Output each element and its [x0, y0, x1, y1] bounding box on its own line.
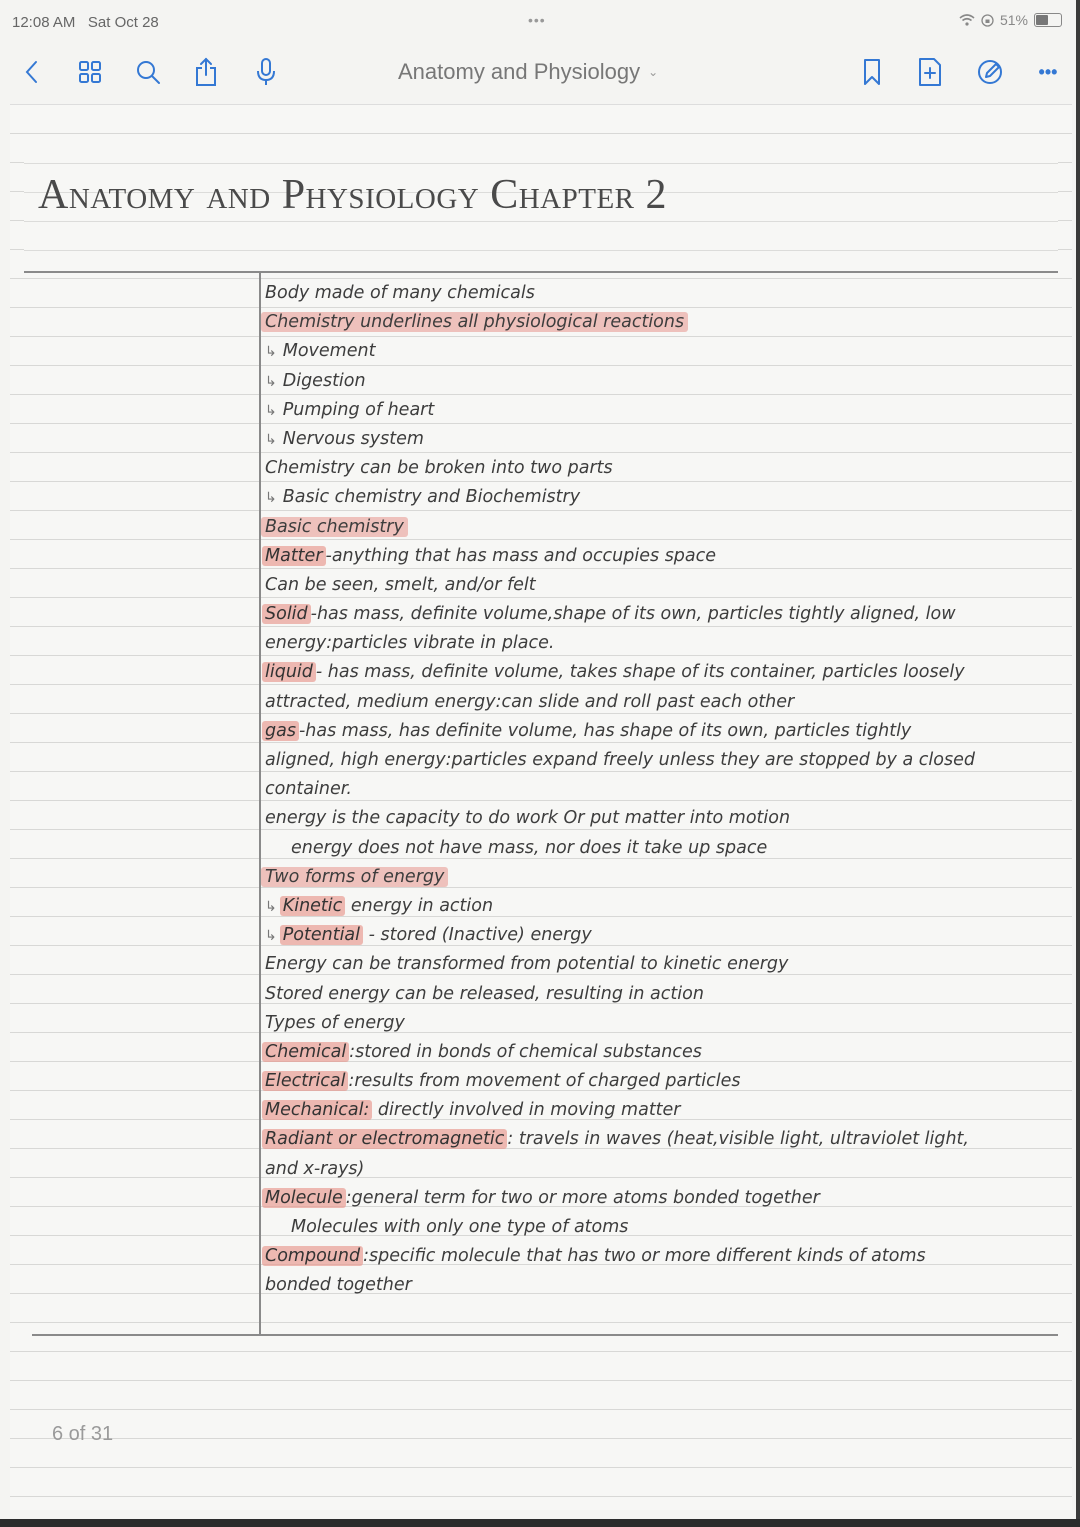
bullet-arrow-icon: ↳ [265, 373, 277, 390]
note-text: :stored in bonds of chemical substances [349, 1041, 702, 1062]
orientation-lock-icon [981, 14, 994, 27]
note-text: container. [265, 779, 352, 800]
battery-icon [1034, 13, 1062, 27]
note-line [265, 1242, 1065, 1271]
note-text: Molecules with only one type of atoms [291, 1217, 629, 1237]
note-line [265, 279, 1065, 308]
page-title: Anatomy and Physiology Chapter 2 [38, 172, 668, 218]
note-line [265, 1067, 1065, 1096]
note-line [265, 1155, 1065, 1184]
note-line [265, 1096, 1065, 1125]
bookmark-icon[interactable] [856, 56, 888, 88]
highlighted-term: gas [262, 721, 299, 741]
add-page-icon[interactable] [914, 56, 946, 88]
note-text: : travels in waves (heat,visible light, ultraviolet light, [507, 1129, 969, 1150]
note-line [265, 1038, 1065, 1067]
page-indicator: 6 of 31 [52, 1423, 114, 1445]
highlighted-term: Potential [280, 925, 363, 945]
note-line [265, 629, 1065, 658]
note-line [265, 396, 1065, 425]
note-text: directly involved in moving matter [372, 1100, 681, 1121]
note-text: -has mass, definite volume,shape of its own, particles tightly aligned, low [310, 604, 956, 625]
note-text: -anything that has mass and occupies space [325, 545, 717, 566]
divider-top [24, 271, 1058, 273]
back-chevron-icon[interactable] [16, 56, 48, 88]
microphone-icon[interactable] [250, 56, 282, 88]
bullet-arrow-icon: ↳ [265, 928, 277, 945]
note-line [265, 746, 1065, 775]
share-icon[interactable] [190, 56, 222, 88]
note-line [265, 804, 1065, 833]
note-line [265, 513, 1065, 542]
note-line [265, 571, 1065, 600]
status-time: 12:08 AM Sat Oct 28 [12, 14, 159, 31]
highlighted-heading: Basic chemistry [261, 517, 408, 537]
notebook-page [10, 104, 1072, 1510]
note-line [265, 1125, 1065, 1154]
note-text: attracted, medium energy:can slide and roll past each other [265, 691, 795, 712]
note-text: aligned, high energy:particles expand freely unless they are stopped by a closed [265, 750, 975, 770]
highlighted-term: Radiant or electromagnetic [262, 1129, 507, 1149]
note-text: Basic chemistry and Biochemistry [282, 487, 581, 508]
highlighted-term: Compound [262, 1246, 363, 1266]
highlighted-term: Mechanical: [262, 1100, 372, 1120]
bullet-arrow-icon: ↳ [265, 402, 277, 419]
notes-body [265, 279, 1065, 1301]
note-line [265, 834, 1065, 863]
note-line [265, 863, 1065, 892]
note-text: energy does not have mass, nor does it take up space [291, 837, 768, 858]
more-options-icon[interactable]: ••• [1038, 61, 1058, 82]
note-line [265, 600, 1065, 629]
note-line [265, 892, 1065, 921]
note-text: - has mass, definite volume, takes shape of its container, particles loosely [315, 662, 965, 683]
note-line [265, 775, 1065, 804]
note-line [265, 308, 1065, 337]
toolbar [0, 46, 1076, 102]
highlighted-term: Chemical [262, 1042, 349, 1062]
highlighted-heading: Two forms of energy [261, 867, 448, 887]
search-icon[interactable] [132, 56, 164, 88]
note-text: Can be seen, smelt, and/or felt [265, 574, 536, 595]
note-line [265, 454, 1065, 483]
note-line [265, 425, 1065, 454]
note-text: energy in action [345, 895, 494, 916]
note-text: Digestion [282, 370, 366, 391]
battery-percent: 51% [999, 12, 1028, 28]
thumbnails-grid-icon[interactable] [74, 56, 106, 88]
note-line [265, 1271, 1065, 1300]
highlighted-term: Matter [262, 546, 326, 566]
note-line [265, 717, 1065, 746]
note-text: :specific molecule that has two or more different kinds of atoms [363, 1246, 926, 1267]
highlighted-term: Solid [262, 604, 311, 624]
note-text: :general term for two or more atoms bonded together [345, 1187, 820, 1208]
note-line [265, 483, 1065, 512]
margin-line [259, 273, 261, 1334]
status-bar [0, 0, 1076, 44]
note-text: Energy can be transformed from potential to kinetic energy [265, 954, 789, 975]
chevron-down-icon: ⌄ [648, 65, 659, 79]
bullet-arrow-icon: ↳ [265, 344, 277, 361]
note-text: Stored energy can be released, resulting in action [265, 983, 704, 1004]
note-text: Chemistry can be broken into two parts [265, 458, 613, 479]
note-line [265, 658, 1065, 687]
bullet-arrow-icon: ↳ [265, 431, 277, 448]
note-line [265, 688, 1065, 717]
divider-bottom [32, 1334, 1058, 1336]
note-text: Nervous system [282, 428, 424, 449]
note-text: energy is the capacity to do work Or put matter into motion [265, 808, 791, 829]
note-line [265, 1213, 1065, 1242]
note-text: -has mass, has definite volume, has shape of its own, particles tightly [298, 720, 912, 741]
note-text: Movement [282, 341, 376, 362]
note-text: Pumping of heart [282, 399, 435, 420]
highlighted-term: liquid [262, 662, 316, 682]
highlighted-term: Kinetic [280, 896, 346, 916]
note-text: Types of energy [265, 1012, 405, 1033]
document-title: Anatomy and Physiology [398, 59, 641, 84]
note-text: :results from movement of charged particles [348, 1071, 741, 1092]
status-date: Sat Oct 28 [87, 14, 159, 31]
device-bezel-bottom [0, 1519, 1080, 1527]
note-text: Body made of many chemicals [265, 283, 535, 303]
highlighted-term: Electrical [262, 1071, 348, 1091]
note-line [265, 1184, 1065, 1213]
bullet-arrow-icon: ↳ [265, 898, 277, 915]
markup-pencil-icon[interactable] [974, 56, 1006, 88]
note-line [265, 367, 1065, 396]
note-line [265, 921, 1065, 950]
note-text: energy:particles vibrate in place. [265, 633, 555, 654]
multitask-dots[interactable]: ••• [528, 12, 546, 28]
note-line [265, 337, 1065, 366]
note-text: bonded together [265, 1275, 412, 1296]
note-text: - stored (Inactive) energy [363, 925, 592, 946]
wifi-icon [959, 14, 975, 26]
note-line [265, 950, 1065, 979]
note-line [265, 542, 1065, 571]
highlighted-term: Molecule [262, 1188, 346, 1208]
note-line [265, 1009, 1065, 1038]
note-text: and x-rays) [265, 1158, 365, 1179]
bullet-arrow-icon: ↳ [265, 490, 277, 507]
status-right [959, 12, 1062, 28]
document-title-menu[interactable] [398, 59, 658, 85]
note-line [265, 980, 1065, 1009]
highlighted-heading: Chemistry underlines all physiological reactions [261, 312, 688, 332]
